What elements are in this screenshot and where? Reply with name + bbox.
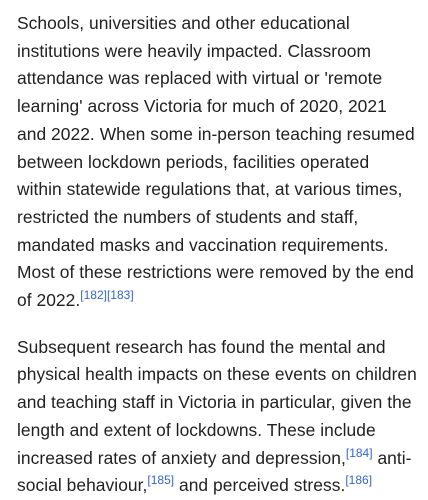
paragraph-text: anti-social behaviour, xyxy=(17,447,412,496)
citation-link-186[interactable]: [186] xyxy=(345,473,373,488)
paragraph-text: and perceived stress. xyxy=(174,475,346,496)
paragraph-text: Subsequent research has found the mental and physical health impacts on these events on children and teaching staff in Victoria in particular, given the length and extent of lockdowns. These include increased rates of anxiety and depression, xyxy=(17,336,417,468)
citation-link-183[interactable]: [183] xyxy=(106,288,134,303)
article-body xyxy=(17,10,417,500)
paragraph-text: Schools, universities and other educational institutions were heavily impacted. Classroom attendance was replaced with virtual or 'remote learning' across Victoria for much of 2020, 2021 and 2022. When some in-person teaching resumed between lockdown periods, facilities operated within statewide regulations that, at various times, restricted the numbers of students and staff, mandated masks and vaccination requirements. Most of these restrictions were removed by the end of 2022. xyxy=(17,13,415,311)
citation-link-182[interactable]: [182] xyxy=(80,288,107,303)
paragraph-education-impact xyxy=(17,10,417,315)
citation-link-185[interactable]: [185] xyxy=(147,473,175,488)
paragraph-research-findings xyxy=(17,334,417,500)
citation-link-184[interactable]: [184] xyxy=(345,445,373,460)
